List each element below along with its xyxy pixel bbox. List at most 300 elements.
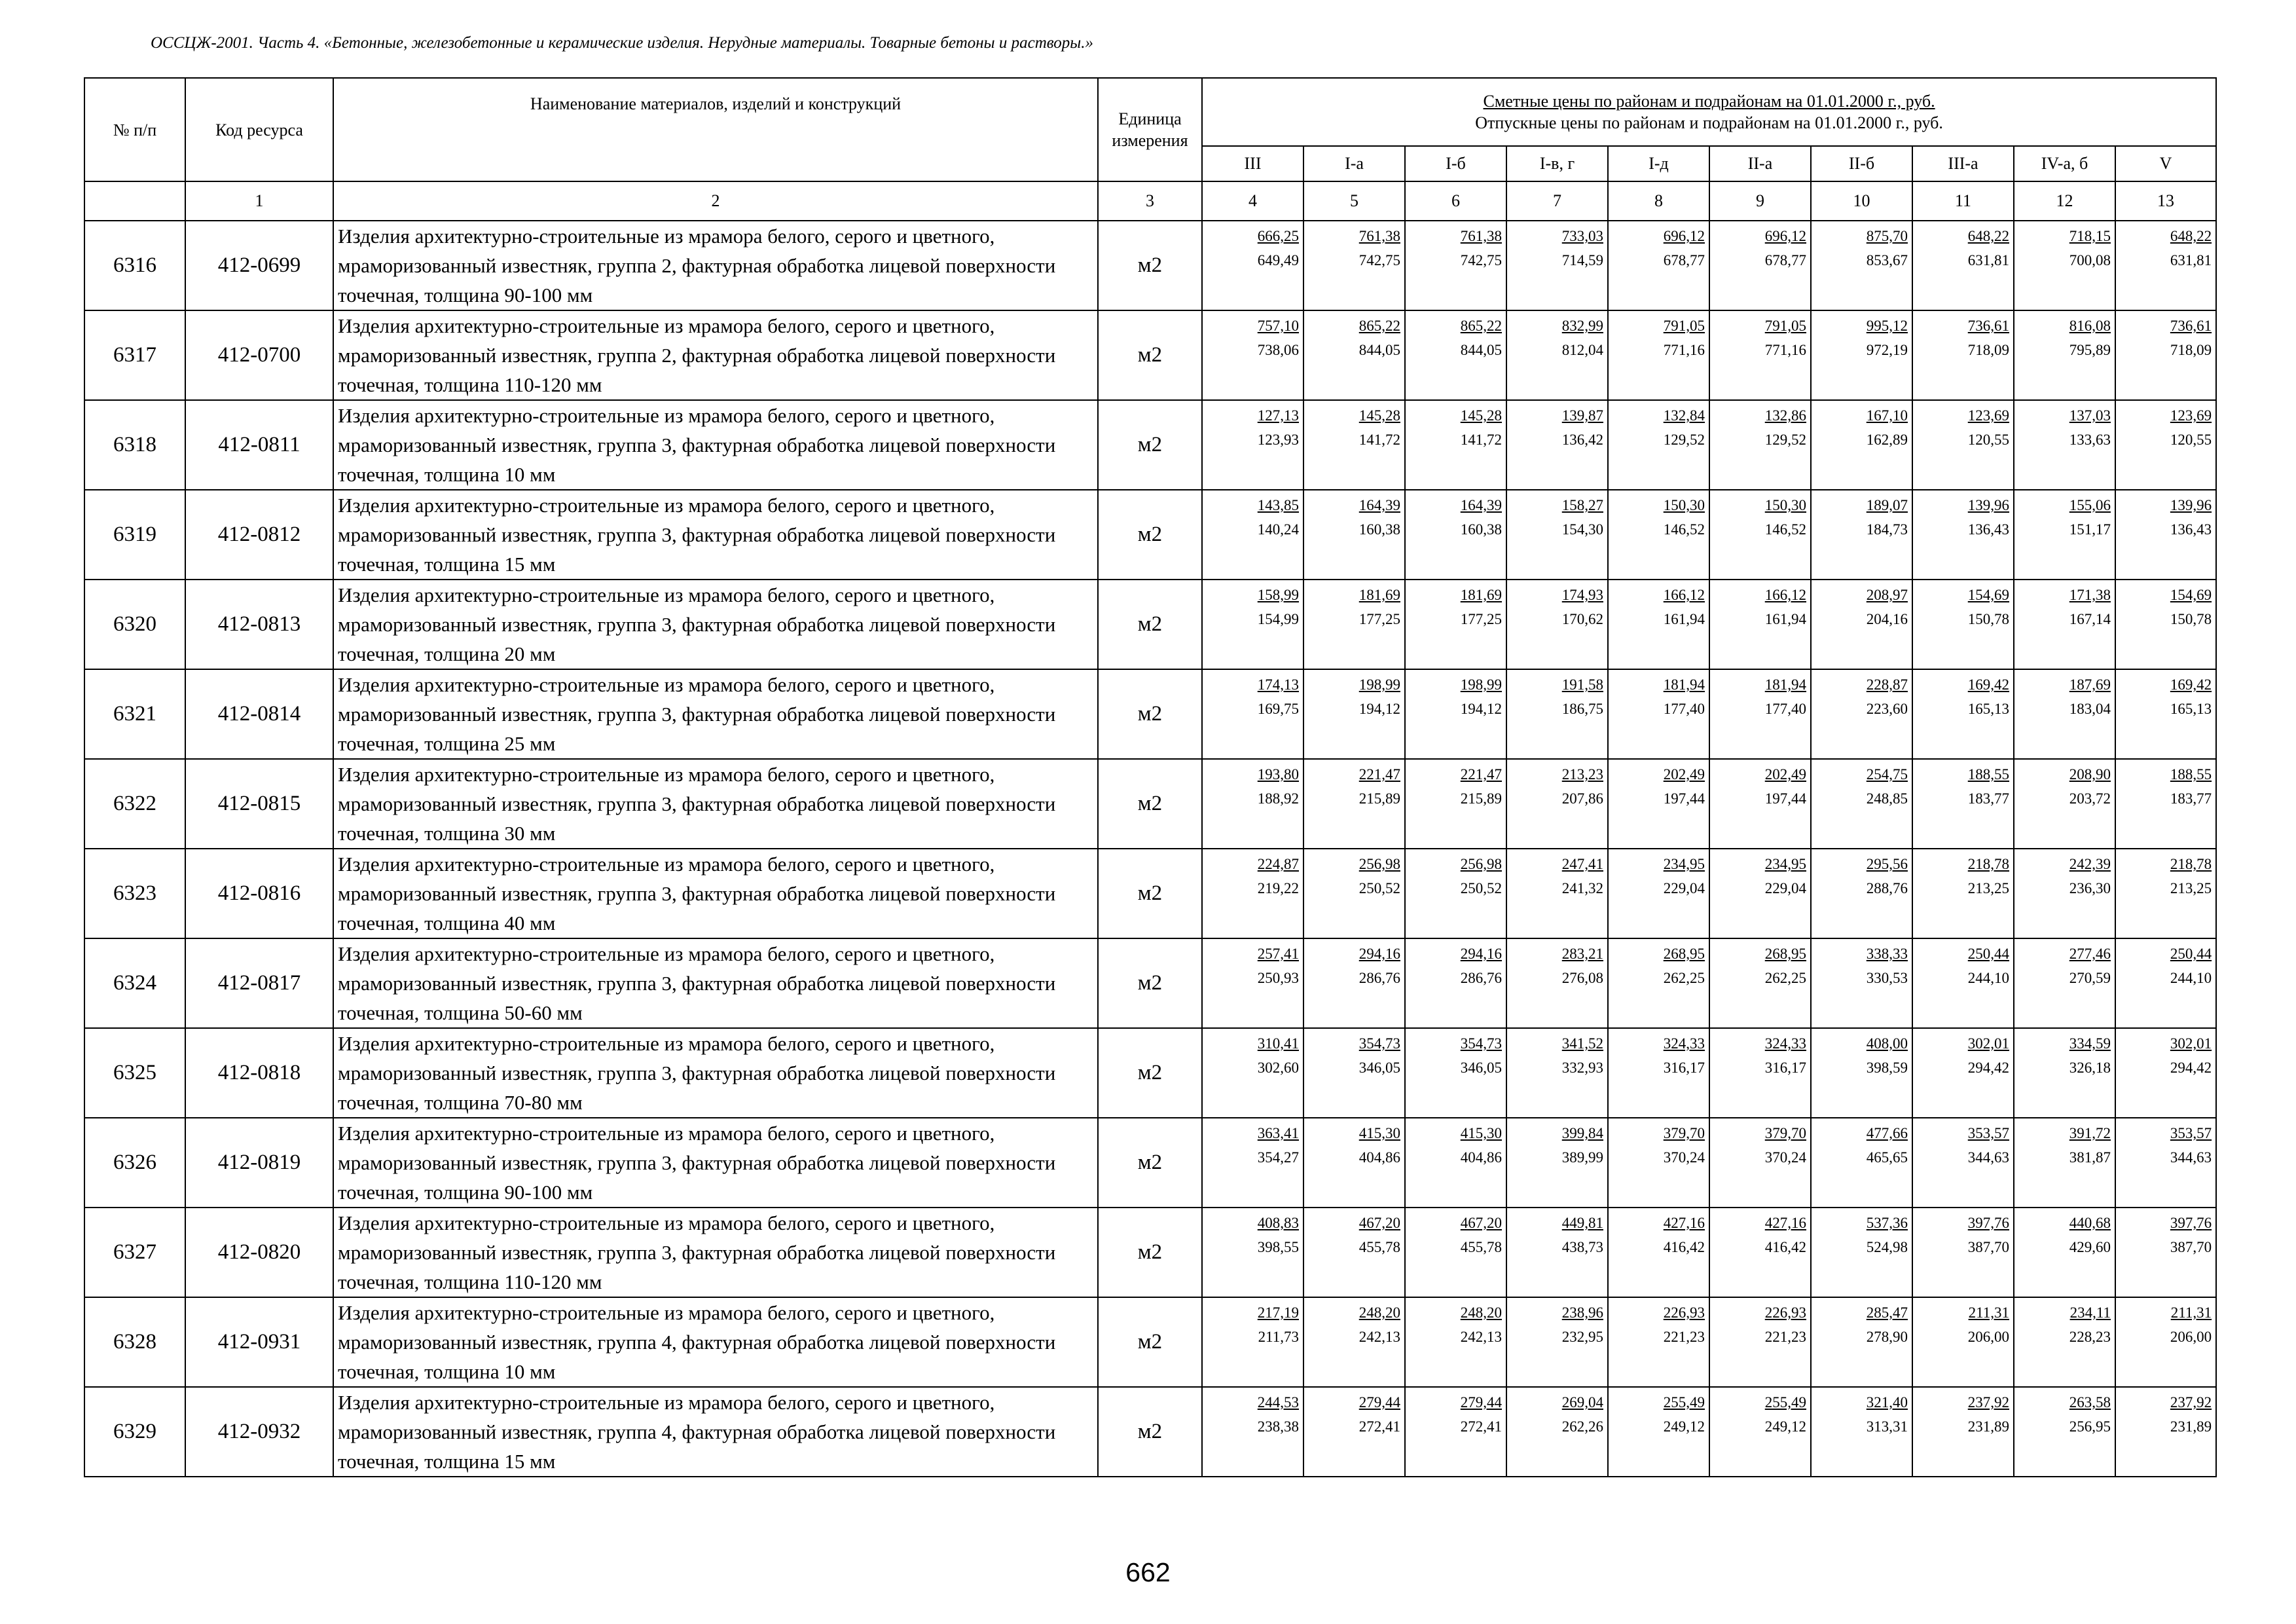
release-price: 170,62 bbox=[1561, 611, 1603, 627]
material-name: Изделия архитектурно-строительные из мрамора белого, серого и цветного, мраморизованный известняк, группа 3, фактурная обработка лицевой поверхности точечная, толщина 15 мм bbox=[333, 490, 1098, 580]
resource-code: 412-0816 bbox=[185, 849, 333, 938]
release-price: 272,41 bbox=[1460, 1418, 1502, 1435]
price-cell bbox=[2115, 1028, 2216, 1118]
estimate-price: 363,41 bbox=[1257, 1125, 1299, 1141]
price-cell bbox=[1405, 400, 1506, 490]
price-cell bbox=[1202, 490, 1303, 580]
release-price: 465,65 bbox=[1866, 1149, 1908, 1166]
release-price: 276,08 bbox=[1561, 970, 1603, 986]
material-name: Изделия архитектурно-строительные из мрамора белого, серого и цветного, мраморизованный известняк, группа 3, фактурная обработка лицевой поверхности точечная, толщина 110-120 мм bbox=[333, 1208, 1098, 1297]
release-price: 313,31 bbox=[1866, 1418, 1908, 1435]
price-cell bbox=[2014, 1118, 2115, 1208]
release-price: 678,77 bbox=[1764, 252, 1806, 268]
estimate-price: 302,01 bbox=[1967, 1035, 2009, 1052]
release-price: 346,05 bbox=[1460, 1060, 1502, 1076]
release-price: 286,76 bbox=[1358, 970, 1400, 986]
estimate-price: 467,20 bbox=[1460, 1215, 1502, 1231]
price-cell bbox=[2115, 221, 2216, 310]
price-cell bbox=[1811, 310, 1912, 400]
unit: м2 bbox=[1098, 1028, 1202, 1118]
release-price: 165,13 bbox=[1967, 701, 2009, 717]
price-cell bbox=[1405, 1387, 1506, 1477]
release-price: 972,19 bbox=[1866, 342, 1908, 358]
estimate-price: 427,16 bbox=[1663, 1215, 1705, 1231]
release-price: 346,05 bbox=[1358, 1060, 1400, 1076]
estimate-price: 397,76 bbox=[2170, 1215, 2212, 1231]
unit: м2 bbox=[1098, 849, 1202, 938]
price-cell bbox=[1709, 490, 1811, 580]
estimate-price: 477,66 bbox=[1866, 1125, 1908, 1141]
release-price: 177,40 bbox=[1663, 701, 1705, 717]
price-cell bbox=[2014, 1297, 2115, 1387]
release-price: 416,42 bbox=[1663, 1239, 1705, 1255]
release-price: 165,13 bbox=[2170, 701, 2212, 717]
price-cell bbox=[2014, 400, 2115, 490]
estimate-price: 242,39 bbox=[2069, 856, 2111, 872]
release-price: 344,63 bbox=[1967, 1149, 2009, 1166]
release-price: 249,12 bbox=[1764, 1418, 1806, 1435]
estimate-price: 139,96 bbox=[2170, 497, 2212, 513]
price-cell bbox=[1811, 580, 1912, 669]
price-cell bbox=[1811, 849, 1912, 938]
price-cell bbox=[1405, 580, 1506, 669]
release-price: 207,86 bbox=[1561, 790, 1603, 807]
price-cell bbox=[1811, 938, 1912, 1028]
release-price: 161,94 bbox=[1663, 611, 1705, 627]
page-number: 662 bbox=[1125, 1557, 1171, 1587]
estimate-price: 191,58 bbox=[1561, 676, 1603, 693]
unit: м2 bbox=[1098, 938, 1202, 1028]
estimate-price: 696,12 bbox=[1663, 228, 1705, 244]
release-price: 123,93 bbox=[1257, 432, 1299, 448]
price-cell bbox=[1608, 310, 1709, 400]
column-number: 5 bbox=[1303, 181, 1405, 221]
price-cell bbox=[1303, 221, 1405, 310]
material-name: Изделия архитектурно-строительные из мрамора белого, серого и цветного, мраморизованный известняк, группа 4, фактурная обработка лицевой поверхности точечная, толщина 10 мм bbox=[333, 1297, 1098, 1387]
price-cell bbox=[1912, 400, 2014, 490]
estimate-price: 733,03 bbox=[1561, 228, 1603, 244]
price-cell bbox=[1405, 669, 1506, 759]
column-number: 10 bbox=[1811, 181, 1912, 221]
release-price: 795,89 bbox=[2069, 342, 2111, 358]
estimate-price: 226,93 bbox=[1663, 1304, 1705, 1321]
price-cell bbox=[2014, 1387, 2115, 1477]
price-cell bbox=[1709, 1387, 1811, 1477]
estimate-price: 277,46 bbox=[2069, 946, 2111, 962]
release-price: 206,00 bbox=[1967, 1329, 2009, 1345]
release-price: 278,90 bbox=[1866, 1329, 1908, 1345]
price-cell bbox=[1709, 938, 1811, 1028]
release-price: 370,24 bbox=[1764, 1149, 1806, 1166]
price-cell bbox=[2115, 849, 2216, 938]
price-cell bbox=[1506, 669, 1608, 759]
estimate-price: 338,33 bbox=[1866, 946, 1908, 962]
release-price: 316,17 bbox=[1764, 1060, 1806, 1076]
estimate-price: 187,69 bbox=[2069, 676, 2111, 693]
estimate-price: 718,15 bbox=[2069, 228, 2111, 244]
release-price: 169,75 bbox=[1257, 701, 1299, 717]
estimate-price: 354,73 bbox=[1460, 1035, 1502, 1052]
release-price: 160,38 bbox=[1460, 521, 1502, 538]
price-cell bbox=[1811, 1118, 1912, 1208]
release-price: 221,23 bbox=[1764, 1329, 1806, 1345]
release-price: 404,86 bbox=[1358, 1149, 1400, 1166]
price-cell bbox=[1608, 490, 1709, 580]
release-price: 244,10 bbox=[2170, 970, 2212, 986]
release-price: 387,70 bbox=[2170, 1239, 2212, 1255]
estimate-price: 397,76 bbox=[1967, 1215, 2009, 1231]
release-price: 286,76 bbox=[1460, 970, 1502, 986]
release-price: 188,92 bbox=[1257, 790, 1299, 807]
estimate-price: 415,30 bbox=[1358, 1125, 1400, 1141]
estimate-price: 310,41 bbox=[1257, 1035, 1299, 1052]
price-cell bbox=[1405, 1118, 1506, 1208]
estimate-price: 188,55 bbox=[2170, 766, 2212, 783]
header-region: I-б bbox=[1405, 146, 1506, 181]
release-price: 332,93 bbox=[1561, 1060, 1603, 1076]
release-price: 262,26 bbox=[1561, 1418, 1603, 1435]
price-cell bbox=[1811, 1387, 1912, 1477]
estimate-price: 217,19 bbox=[1257, 1304, 1299, 1321]
estimate-price: 166,12 bbox=[1663, 587, 1705, 603]
release-price: 203,72 bbox=[2069, 790, 2111, 807]
resource-code: 412-0699 bbox=[185, 221, 333, 310]
estimate-price: 268,95 bbox=[1663, 946, 1705, 962]
release-price: 771,16 bbox=[1764, 342, 1806, 358]
estimate-price: 208,97 bbox=[1866, 587, 1908, 603]
price-cell bbox=[1405, 221, 1506, 310]
row-number: 6328 bbox=[84, 1297, 185, 1387]
price-cell bbox=[1608, 1297, 1709, 1387]
unit: м2 bbox=[1098, 400, 1202, 490]
price-cell bbox=[1709, 310, 1811, 400]
header-prices-release: Отпускные цены по районам и подрайонам на 01.01.2000 г., руб. bbox=[1475, 113, 1943, 132]
release-price: 262,25 bbox=[1764, 970, 1806, 986]
release-price: 194,12 bbox=[1460, 701, 1502, 717]
price-cell bbox=[2115, 490, 2216, 580]
price-cell bbox=[1811, 400, 1912, 490]
estimate-price: 213,23 bbox=[1561, 766, 1603, 783]
header-region: II-б bbox=[1811, 146, 1912, 181]
estimate-price: 295,56 bbox=[1866, 856, 1908, 872]
resource-code: 412-0812 bbox=[185, 490, 333, 580]
estimate-price: 449,81 bbox=[1561, 1215, 1603, 1231]
price-cell bbox=[1912, 1118, 2014, 1208]
unit: м2 bbox=[1098, 1297, 1202, 1387]
unit: м2 bbox=[1098, 310, 1202, 400]
estimate-price: 218,78 bbox=[2170, 856, 2212, 872]
price-cell bbox=[1709, 759, 1811, 849]
estimate-price: 761,38 bbox=[1460, 228, 1502, 244]
row-number: 6329 bbox=[84, 1387, 185, 1477]
unit: м2 bbox=[1098, 580, 1202, 669]
release-price: 381,87 bbox=[2069, 1149, 2111, 1166]
estimate-price: 269,04 bbox=[1561, 1394, 1603, 1411]
resource-code: 412-0819 bbox=[185, 1118, 333, 1208]
release-price: 213,25 bbox=[2170, 880, 2212, 896]
price-cell bbox=[2115, 1118, 2216, 1208]
release-price: 853,67 bbox=[1866, 252, 1908, 268]
price-cell bbox=[1709, 1208, 1811, 1297]
estimate-price: 294,16 bbox=[1460, 946, 1502, 962]
price-cell bbox=[1709, 1118, 1811, 1208]
table-row bbox=[84, 1028, 2216, 1118]
estimate-price: 353,57 bbox=[1967, 1125, 2009, 1141]
release-price: 177,25 bbox=[1460, 611, 1502, 627]
header-prices-estimate: Сметные цены по районам и подрайонам на 01.01.2000 г., руб. bbox=[1483, 92, 1935, 111]
price-cell bbox=[1912, 1297, 2014, 1387]
estimate-price: 221,47 bbox=[1358, 766, 1400, 783]
estimate-price: 537,36 bbox=[1866, 1215, 1908, 1231]
price-cell bbox=[2115, 1297, 2216, 1387]
price-cell bbox=[1405, 490, 1506, 580]
price-cell bbox=[1912, 938, 2014, 1028]
price-cell bbox=[1608, 938, 1709, 1028]
estimate-price: 254,75 bbox=[1866, 766, 1908, 783]
release-price: 197,44 bbox=[1764, 790, 1806, 807]
release-price: 241,32 bbox=[1561, 880, 1603, 896]
release-price: 150,78 bbox=[1967, 611, 2009, 627]
unit: м2 bbox=[1098, 1208, 1202, 1297]
price-cell bbox=[1202, 580, 1303, 669]
table-row bbox=[84, 221, 2216, 310]
release-price: 742,75 bbox=[1460, 252, 1502, 268]
price-cell bbox=[1506, 759, 1608, 849]
price-cell bbox=[1811, 759, 1912, 849]
release-price: 231,89 bbox=[1967, 1418, 2009, 1435]
release-price: 844,05 bbox=[1460, 342, 1502, 358]
estimate-price: 399,84 bbox=[1561, 1125, 1603, 1141]
estimate-price: 139,96 bbox=[1967, 497, 2009, 513]
price-cell bbox=[1405, 1028, 1506, 1118]
release-price: 167,14 bbox=[2069, 611, 2111, 627]
material-name: Изделия архитектурно-строительные из мрамора белого, серого и цветного, мраморизованный известняк, группа 3, фактурная обработка лицевой поверхности точечная, толщина 20 мм bbox=[333, 580, 1098, 669]
price-cell bbox=[1405, 1297, 1506, 1387]
release-price: 229,04 bbox=[1663, 880, 1705, 896]
release-price: 250,52 bbox=[1358, 880, 1400, 896]
estimate-price: 211,31 bbox=[1968, 1304, 2009, 1321]
release-price: 136,43 bbox=[2170, 521, 2212, 538]
estimate-price: 167,10 bbox=[1866, 407, 1908, 424]
price-cell bbox=[1608, 849, 1709, 938]
release-price: 631,81 bbox=[2170, 252, 2212, 268]
estimate-price: 257,41 bbox=[1257, 946, 1299, 962]
release-price: 177,40 bbox=[1764, 701, 1806, 717]
price-cell bbox=[1202, 849, 1303, 938]
price-cell bbox=[2115, 310, 2216, 400]
estimate-price: 248,20 bbox=[1358, 1304, 1400, 1321]
estimate-price: 427,16 bbox=[1764, 1215, 1806, 1231]
estimate-price: 736,61 bbox=[2170, 318, 2212, 334]
release-price: 250,93 bbox=[1257, 970, 1299, 986]
header-unit-line1: Единица bbox=[1118, 109, 1182, 128]
price-cell bbox=[1506, 1118, 1608, 1208]
estimate-price: 353,57 bbox=[2170, 1125, 2212, 1141]
header-unit-line2: измерения bbox=[1112, 131, 1188, 150]
price-cell bbox=[1912, 580, 2014, 669]
estimate-price: 154,69 bbox=[2170, 587, 2212, 603]
price-cell bbox=[1506, 400, 1608, 490]
release-price: 184,73 bbox=[1866, 521, 1908, 538]
table-row bbox=[84, 1208, 2216, 1297]
price-cell bbox=[1405, 849, 1506, 938]
price-cell bbox=[1405, 310, 1506, 400]
estimate-price: 193,80 bbox=[1257, 766, 1299, 783]
row-number: 6324 bbox=[84, 938, 185, 1028]
price-cell bbox=[1912, 849, 2014, 938]
estimate-price: 150,30 bbox=[1764, 497, 1806, 513]
price-cell bbox=[1405, 938, 1506, 1028]
release-price: 232,95 bbox=[1561, 1329, 1603, 1345]
resource-code: 412-0814 bbox=[185, 669, 333, 759]
price-cell bbox=[1303, 759, 1405, 849]
estimate-price: 155,06 bbox=[2069, 497, 2111, 513]
release-price: 455,78 bbox=[1460, 1239, 1502, 1255]
price-cell bbox=[2115, 669, 2216, 759]
release-price: 398,55 bbox=[1257, 1239, 1299, 1255]
estimate-price: 256,98 bbox=[1358, 856, 1400, 872]
release-price: 812,04 bbox=[1561, 342, 1603, 358]
release-price: 221,23 bbox=[1663, 1329, 1705, 1345]
release-price: 120,55 bbox=[2170, 432, 2212, 448]
release-price: 244,10 bbox=[1967, 970, 2009, 986]
estimate-price: 221,47 bbox=[1460, 766, 1502, 783]
estimate-price: 791,05 bbox=[1663, 318, 1705, 334]
estimate-price: 237,92 bbox=[2170, 1394, 2212, 1411]
material-name: Изделия архитектурно-строительные из мрамора белого, серого и цветного, мраморизованный известняк, группа 3, фактурная обработка лицевой поверхности точечная, толщина 25 мм bbox=[333, 669, 1098, 759]
estimate-price: 865,22 bbox=[1358, 318, 1400, 334]
price-cell bbox=[1608, 1028, 1709, 1118]
release-price: 330,53 bbox=[1866, 970, 1908, 986]
price-cell bbox=[1811, 221, 1912, 310]
release-price: 718,09 bbox=[1967, 342, 2009, 358]
estimate-price: 283,21 bbox=[1561, 946, 1603, 962]
estimate-price: 324,33 bbox=[1663, 1035, 1705, 1052]
material-name: Изделия архитектурно-строительные из мрамора белого, серого и цветного, мраморизованный известняк, группа 4, фактурная обработка лицевой поверхности точечная, толщина 15 мм bbox=[333, 1387, 1098, 1477]
release-price: 370,24 bbox=[1663, 1149, 1705, 1166]
estimate-price: 174,13 bbox=[1257, 676, 1299, 693]
table-row bbox=[84, 1297, 2216, 1387]
resource-code: 412-0931 bbox=[185, 1297, 333, 1387]
estimate-price: 228,87 bbox=[1866, 676, 1908, 693]
release-price: 248,85 bbox=[1866, 790, 1908, 807]
column-number: 13 bbox=[2115, 181, 2216, 221]
release-price: 354,27 bbox=[1257, 1149, 1299, 1166]
release-price: 256,95 bbox=[2069, 1418, 2111, 1435]
estimate-price: 648,22 bbox=[1967, 228, 2009, 244]
release-price: 742,75 bbox=[1358, 252, 1400, 268]
release-price: 223,60 bbox=[1866, 701, 1908, 717]
column-number: 7 bbox=[1506, 181, 1608, 221]
estimate-price: 248,20 bbox=[1460, 1304, 1502, 1321]
price-cell bbox=[2014, 759, 2115, 849]
price-cell bbox=[1608, 1208, 1709, 1297]
price-cell bbox=[1912, 1208, 2014, 1297]
price-cell bbox=[1202, 1208, 1303, 1297]
estimate-price: 440,68 bbox=[2069, 1215, 2111, 1231]
table-row bbox=[84, 669, 2216, 759]
table-row bbox=[84, 759, 2216, 849]
estimate-price: 865,22 bbox=[1460, 318, 1502, 334]
estimate-price: 279,44 bbox=[1358, 1394, 1400, 1411]
estimate-price: 285,47 bbox=[1866, 1304, 1908, 1321]
price-cell bbox=[2115, 580, 2216, 669]
estimate-price: 341,52 bbox=[1561, 1035, 1603, 1052]
table-row bbox=[84, 849, 2216, 938]
unit: м2 bbox=[1098, 490, 1202, 580]
estimate-price: 164,39 bbox=[1358, 497, 1400, 513]
header-name: Наименование материалов, изделий и конструкций bbox=[333, 78, 1098, 181]
release-price: 213,25 bbox=[1967, 880, 2009, 896]
price-cell bbox=[2014, 849, 2115, 938]
column-number: 1 bbox=[185, 181, 333, 221]
price-cell bbox=[1811, 1297, 1912, 1387]
material-name: Изделия архитектурно-строительные из мрамора белого, серого и цветного, мраморизованный известняк, группа 3, фактурная обработка лицевой поверхности точечная, толщина 50-60 мм bbox=[333, 938, 1098, 1028]
estimate-price: 158,99 bbox=[1257, 587, 1299, 603]
price-cell bbox=[1608, 1118, 1709, 1208]
estimate-price: 324,33 bbox=[1764, 1035, 1806, 1052]
column-number: 12 bbox=[2014, 181, 2115, 221]
price-cell bbox=[1303, 849, 1405, 938]
price-cell bbox=[1912, 310, 2014, 400]
header-code: Код ресурса bbox=[185, 78, 333, 181]
price-cell bbox=[1202, 1028, 1303, 1118]
release-price: 206,00 bbox=[2170, 1329, 2212, 1345]
estimate-price: 181,94 bbox=[1764, 676, 1806, 693]
estimate-price: 250,44 bbox=[1967, 946, 2009, 962]
estimate-price: 189,07 bbox=[1866, 497, 1908, 513]
estimate-price: 234,11 bbox=[2069, 1304, 2111, 1321]
column-number: 9 bbox=[1709, 181, 1811, 221]
release-price: 344,63 bbox=[2170, 1149, 2212, 1166]
price-cell bbox=[1405, 759, 1506, 849]
release-price: 136,42 bbox=[1561, 432, 1603, 448]
price-cell bbox=[1202, 759, 1303, 849]
release-price: 120,55 bbox=[1967, 432, 2009, 448]
estimate-price: 279,44 bbox=[1460, 1394, 1502, 1411]
estimate-price: 123,69 bbox=[2170, 407, 2212, 424]
estimate-price: 181,69 bbox=[1358, 587, 1400, 603]
release-price: 146,52 bbox=[1764, 521, 1806, 538]
row-number: 6325 bbox=[84, 1028, 185, 1118]
release-price: 129,52 bbox=[1764, 432, 1806, 448]
price-cell bbox=[1202, 1297, 1303, 1387]
header-unit bbox=[1098, 78, 1202, 181]
table-row bbox=[84, 580, 2216, 669]
estimate-price: 255,49 bbox=[1764, 1394, 1806, 1411]
header-region: I-д bbox=[1608, 146, 1709, 181]
header-region: I-в, г bbox=[1506, 146, 1608, 181]
release-price: 183,04 bbox=[2069, 701, 2111, 717]
estimate-price: 415,30 bbox=[1460, 1125, 1502, 1141]
estimate-price: 666,25 bbox=[1257, 228, 1299, 244]
estimate-price: 234,95 bbox=[1764, 856, 1806, 872]
price-cell bbox=[1303, 1118, 1405, 1208]
release-price: 771,16 bbox=[1663, 342, 1705, 358]
column-number: 2 bbox=[333, 181, 1098, 221]
release-price: 136,43 bbox=[1967, 521, 2009, 538]
price-cell bbox=[1405, 1208, 1506, 1297]
release-price: 316,17 bbox=[1663, 1060, 1705, 1076]
estimate-price: 263,58 bbox=[2069, 1394, 2111, 1411]
release-price: 231,89 bbox=[2170, 1418, 2212, 1435]
estimate-price: 757,10 bbox=[1257, 318, 1299, 334]
header-region: II-а bbox=[1709, 146, 1811, 181]
release-price: 141,72 bbox=[1358, 432, 1400, 448]
price-cell bbox=[1709, 400, 1811, 490]
estimate-price: 294,16 bbox=[1358, 946, 1400, 962]
estimate-price: 250,44 bbox=[2170, 946, 2212, 962]
